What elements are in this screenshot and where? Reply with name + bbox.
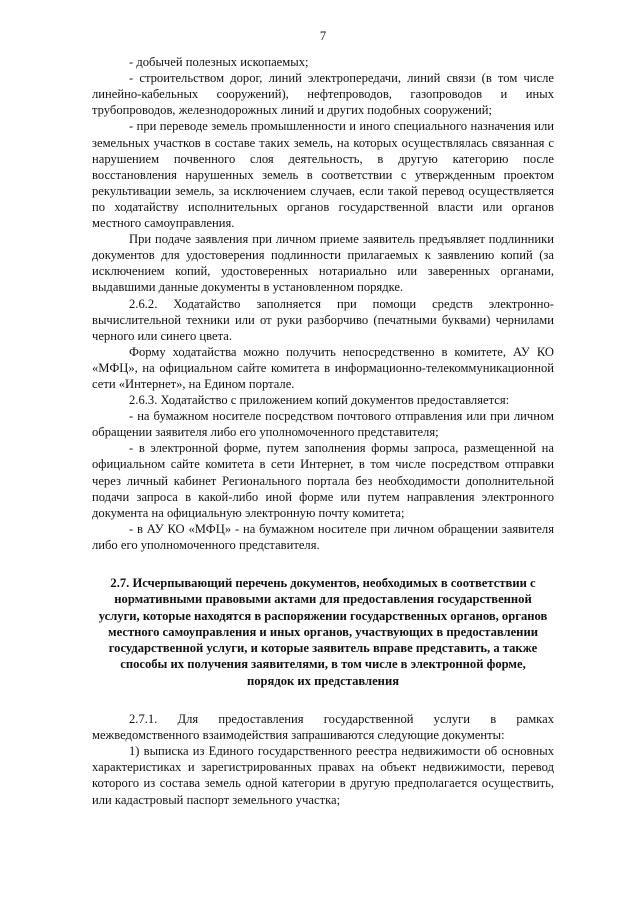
paragraph-form-availability: Форму ходатайства можно получить непосредственно в комитете, АУ КО «МФЦ», на официальном сайте комитета в информационно-телекоммуникационной сети «Интернет», на Едином портале. [92,344,554,391]
page-number: 7 [319,29,327,43]
list-item-egrn-extract: 1) выписка из Единого государственного реестра недвижимости об основных характеристиках и зарегистрированных правах на объект недвижимости, перевод которого из состава земель одной категории в другую предполагается осуществить, или кадастровый паспорт земельного участка; [92,744,554,807]
list-item-electronic: - в электронной форме, путем заполнения формы запроса, размещенной на официальном сайте комитета в сети Интернет, в том числе посредством отправки через личный кабинет Регионального портала без необходимости дополнительной подачи запроса в какой-либо иной форме или путем направления электронного документа на официальную электронную почту комитета; [92,441,554,520]
list-item-industrial-lands: - при переводе земель промышленности и иного специального назначения или земельных участков в составе таких земель, на которых осуществлялась связанная с нарушением почвенного слоя деятельность, в другую категорию после восстановления нарушенных земель в соответствии с утвержденным проектом рекультивации земель, за исключением случаев, если такой перевод осуществляется по ходатайству исполнительных органов государственной власти или органов местного самоуправления. [92,119,554,231]
section-heading-2-7: 2.7. Исчерпывающий перечень документов, необходимых в соответствии с нормативными правовыми актами для предоставления государственной услуги, которые находятся в распоряжении государственных органов, органов местного самоуправления и иных органов, участвующих в предоставлении государственной услуги, и которые заявитель вправе представить, а также способы их получения заявителями, в том числе в электронной форме, порядок их представления [98,576,548,688]
list-item-mining: - добычей полезных ископаемых; [129,55,309,70]
paragraph-2-6-2: 2.6.2. Ходатайство заполняется при помощи средств электронно-вычислительной техники или от руки разборчиво (печатными буквами) чернилами черного или синего цвета. [92,296,554,343]
list-item-paper: - на бумажном носителе посредством почтового отправления или при личном обращении заявителя либо его уполномоченного представителя; [92,409,554,440]
document-page [92,28,554,808]
paragraph-2-6-3: 2.6.3. Ходатайство с приложением копий документов предоставляется: [129,393,510,408]
list-item-construction: - строительством дорог, линий электропередачи, линий связи (в том числе линейно-кабельных сооружений), нефтепроводов, газопроводов и иных трубопроводов, железнодорожных линий и других подобных сооружений; [92,71,554,118]
paragraph-2-7-1: 2.7.1. Для предоставления государственной услуги в рамках межведомственного взаимодействия запрашиваются следующие документы: [92,712,554,743]
list-item-mfc: - в АУ КО «МФЦ» - на бумажном носителе при личном обращении заявителя либо его уполномоченного представителя. [92,521,554,552]
paragraph-personal-submission: При подаче заявления при личном приеме заявитель предъявляет подлинники документов для удостоверения подлинности прилагаемых к заявлению копий (за исключением копий, удостоверенных нотариально или заверенных органами, выдавшими данные документы в установленном порядке. [92,232,554,295]
